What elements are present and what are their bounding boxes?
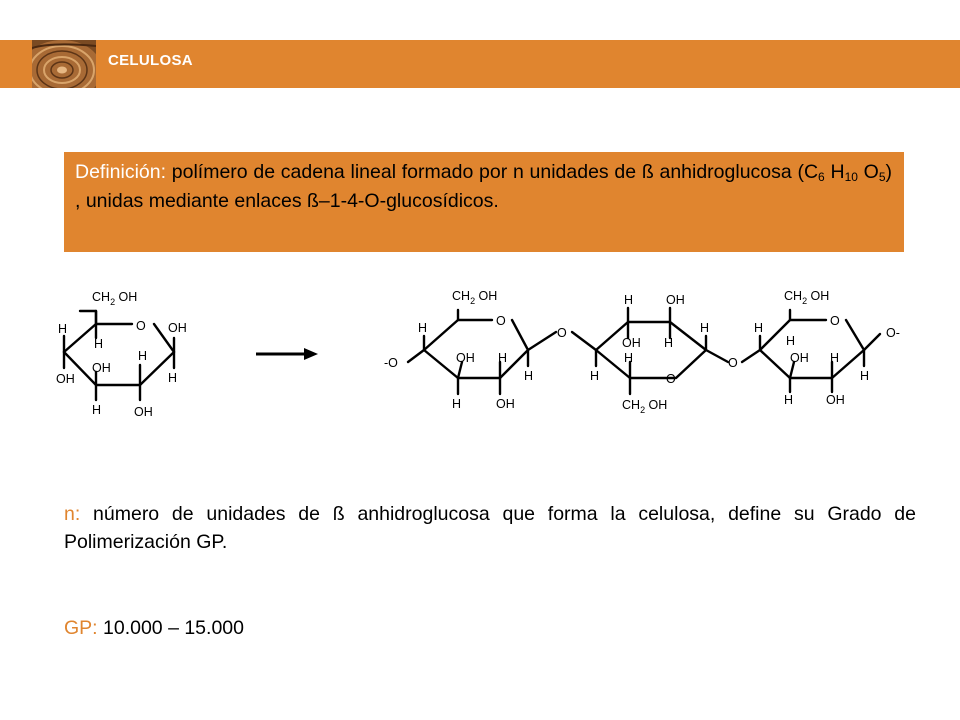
monomer-ch2oh: $CH_2$ OH bbox=[92, 290, 138, 307]
monomer-label: OH bbox=[134, 405, 153, 419]
formula-h: H bbox=[824, 161, 845, 183]
reaction-arrow-icon bbox=[256, 348, 318, 360]
subscript-o: 5 bbox=[878, 170, 886, 184]
chain-label: OH bbox=[496, 397, 515, 411]
chain-label: OH bbox=[622, 336, 641, 350]
page-title: CELULOSA bbox=[108, 52, 193, 69]
chain-end-left: -O bbox=[384, 356, 398, 370]
formula-o: O bbox=[857, 161, 879, 183]
chain-link-o-1: O bbox=[557, 326, 567, 340]
n-definition bbox=[64, 500, 916, 557]
wood-cross-section-icon bbox=[32, 40, 96, 88]
monomer-label: H bbox=[58, 322, 68, 336]
cellulose-structure-diagram bbox=[0, 270, 960, 430]
definition-box bbox=[64, 152, 904, 252]
monomer-label: H bbox=[138, 349, 148, 363]
monomer-bonds bbox=[64, 311, 174, 400]
chain-ch2oh-2: $CH_2$ OH bbox=[622, 398, 668, 415]
chain-ch2oh-1: $CH_2$ OH bbox=[452, 289, 498, 306]
chain-label: O bbox=[666, 372, 676, 386]
chain-label: H bbox=[624, 293, 634, 307]
chain-label: O bbox=[496, 314, 506, 328]
chain-label: OH bbox=[826, 393, 845, 407]
chain-label: OH bbox=[666, 293, 685, 307]
chain-label: H bbox=[452, 397, 462, 411]
chain-label: H bbox=[784, 393, 794, 407]
chain-label: OH bbox=[456, 351, 475, 365]
definition-label: Definición: bbox=[75, 161, 167, 183]
chain-label: H bbox=[754, 321, 764, 335]
monomer-label: OH bbox=[56, 372, 75, 386]
chain-label: H bbox=[498, 351, 508, 365]
chain-label: H bbox=[524, 369, 534, 383]
chain-end-right: O- bbox=[886, 326, 900, 340]
definition-tail: ) , unidas mediante enlaces ß–1-4-O-glucosídicos. bbox=[75, 161, 893, 213]
n-label: n: bbox=[64, 503, 81, 525]
monomer-label: OH bbox=[168, 321, 187, 335]
subscript-h: 10 bbox=[844, 170, 858, 184]
chain-label: H bbox=[860, 369, 870, 383]
chain-label: OH bbox=[790, 351, 809, 365]
gp-range bbox=[64, 617, 244, 640]
monomer-label: H bbox=[94, 337, 104, 351]
chain-bonds bbox=[408, 308, 880, 394]
subscript-c: 6 bbox=[818, 170, 825, 184]
definition-text bbox=[75, 158, 892, 217]
chain-label: H bbox=[624, 351, 634, 365]
monomer-label: H bbox=[168, 371, 178, 385]
monomer-label: OH bbox=[92, 361, 111, 375]
chain-ch2oh-3: $CH_2$ OH bbox=[784, 289, 830, 306]
chain-label: H bbox=[786, 334, 796, 348]
monomer-label: H bbox=[92, 403, 102, 417]
n-body: número de unidades de ß anhidroglucosa que forma la celulosa, define su Grado de Polimerización GP. bbox=[64, 503, 916, 554]
chain-label: H bbox=[590, 369, 600, 383]
gp-label: GP: bbox=[64, 617, 98, 639]
definition-body: polímero de cadena lineal formado por n unidades de ß anhidroglucosa (C bbox=[166, 161, 819, 183]
chain-label: H bbox=[700, 321, 710, 335]
monomer-label: O bbox=[136, 319, 146, 333]
gp-value: 10.000 – 15.000 bbox=[97, 617, 244, 639]
chain-label: H bbox=[830, 351, 840, 365]
chain-label: O bbox=[830, 314, 840, 328]
chain-label: H bbox=[418, 321, 428, 335]
chain-label: H bbox=[664, 336, 674, 350]
chain-link-o-2: O bbox=[728, 356, 738, 370]
